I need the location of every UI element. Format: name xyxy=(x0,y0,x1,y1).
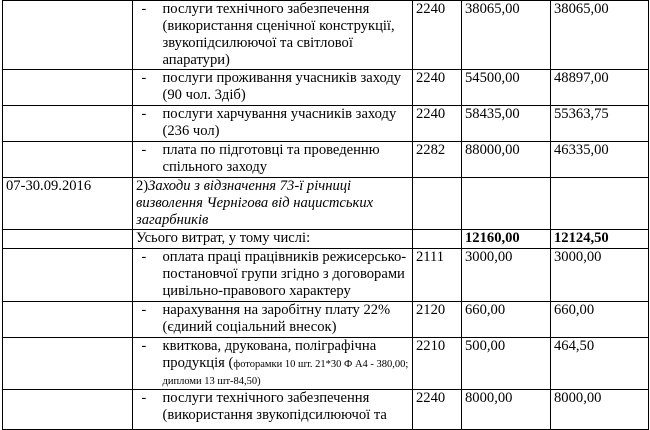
date-cell xyxy=(3,249,133,302)
table-row xyxy=(3,106,649,142)
event-row xyxy=(3,178,649,230)
actual-amount-cell: 38065,00 xyxy=(551,1,649,70)
dash-cell: - xyxy=(133,302,155,338)
code-cell: 2240 xyxy=(413,106,462,142)
description-cell: послуги технічного забезпечення (використання сценічної конструкції, звукопідсилюючої та світлової апаратури) xyxy=(155,1,413,70)
date-cell xyxy=(3,390,133,430)
event-title: Заходи з відзначення 73-ї річниці визволення Чернігова від нацистських загарбників xyxy=(136,178,374,228)
event-number: 2) xyxy=(136,178,149,194)
date-cell xyxy=(3,70,133,106)
dash-cell: - xyxy=(133,338,155,390)
table-row xyxy=(3,142,649,178)
code-cell: 2240 xyxy=(413,1,462,70)
total-row xyxy=(3,230,649,249)
dash-cell: - xyxy=(133,249,155,302)
description-note: фоторамки 10 шт. 21*30 Ф А4 - 380,00; дипломи 13 шт-84,50) xyxy=(162,359,409,387)
planned-amount-cell: 54500,00 xyxy=(462,70,551,106)
actual-amount-cell xyxy=(551,178,649,230)
planned-amount-cell: 500,00 xyxy=(462,338,551,390)
code-cell: 2120 xyxy=(413,302,462,338)
date-cell xyxy=(3,230,133,249)
code-cell: 2240 xyxy=(413,390,462,430)
date-cell xyxy=(3,142,133,178)
total-planned-cell: 12160,00 xyxy=(462,230,551,249)
code-cell: 2111 xyxy=(413,249,462,302)
planned-amount-cell: 38065,00 xyxy=(462,1,551,70)
planned-amount-cell xyxy=(462,178,551,230)
description-text: квиткова, друкована, поліграфічна продукція ( xyxy=(162,338,377,371)
dash-cell: - xyxy=(133,390,155,430)
dash-cell: - xyxy=(133,142,155,178)
description-cell: нарахування на заробітну плату 22% (єдиний соціальний внесок) xyxy=(155,302,413,338)
code-cell xyxy=(413,230,462,249)
date-cell xyxy=(3,1,133,70)
planned-amount-cell: 3000,00 xyxy=(462,249,551,302)
total-actual-cell: 12124,50 xyxy=(551,230,649,249)
code-cell: 2240 xyxy=(413,70,462,106)
table-row xyxy=(3,1,649,70)
description-cell: плата по підготовці та проведенню спільного заходу xyxy=(155,142,413,178)
table-row xyxy=(3,249,649,302)
actual-amount-cell: 48897,00 xyxy=(551,70,649,106)
event-title-cell xyxy=(133,178,413,230)
date-cell xyxy=(3,106,133,142)
planned-amount-cell: 58435,00 xyxy=(462,106,551,142)
actual-amount-cell: 660,00 xyxy=(551,302,649,338)
description-cell xyxy=(155,338,413,390)
code-cell xyxy=(413,178,462,230)
actual-amount-cell: 3000,00 xyxy=(551,249,649,302)
dash-cell: - xyxy=(133,70,155,106)
actual-amount-cell: 464,50 xyxy=(551,338,649,390)
code-cell: 2210 xyxy=(413,338,462,390)
date-cell xyxy=(3,302,133,338)
total-label-cell: Усього витрат, у тому числі: xyxy=(133,230,413,249)
description-cell: оплата праці працівників режисерсько-постановчої групи згідно з договорами цивільно-правового характеру xyxy=(155,249,413,302)
dash-cell: - xyxy=(133,1,155,70)
actual-amount-cell: 46335,00 xyxy=(551,142,649,178)
planned-amount-cell: 8000,00 xyxy=(462,390,551,430)
dash-cell: - xyxy=(133,106,155,142)
description-cell: послуги харчування учасників заходу (236 чол) xyxy=(155,106,413,142)
actual-amount-cell: 55363,75 xyxy=(551,106,649,142)
actual-amount-cell: 8000,00 xyxy=(551,390,649,430)
description-cell: послуги проживання учасників заходу (90 чол. 3діб) xyxy=(155,70,413,106)
planned-amount-cell: 88000,00 xyxy=(462,142,551,178)
description-cell: послуги технічного забезпечення (використання звукопідсилюючої та xyxy=(155,390,413,430)
table-row xyxy=(3,70,649,106)
planned-amount-cell: 660,00 xyxy=(462,302,551,338)
code-cell: 2282 xyxy=(413,142,462,178)
event-date-cell: 07-30.09.2016 xyxy=(3,178,133,230)
date-cell xyxy=(3,338,133,390)
table-row xyxy=(3,302,649,338)
table-row xyxy=(3,338,649,390)
expense-table xyxy=(2,0,649,430)
table-row xyxy=(3,390,649,430)
